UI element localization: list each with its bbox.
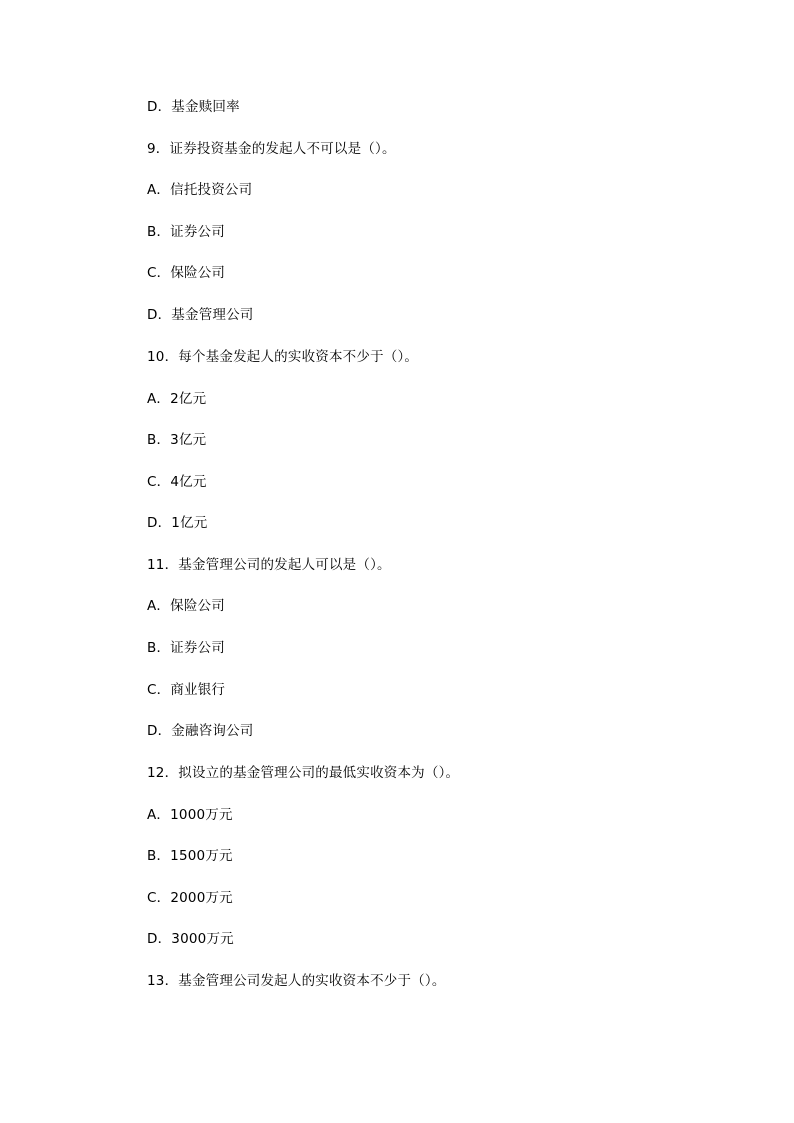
option-12c: C．2000万元: [147, 890, 233, 906]
option-9a: A．信托投资公司: [147, 182, 253, 198]
option-9d: D．基金管理公司: [147, 307, 254, 323]
option-10a: A．2亿元: [147, 391, 207, 407]
option-10c: C．4亿元: [147, 474, 207, 490]
option-9b: B．证券公司: [147, 224, 225, 240]
option-10b: B．3亿元: [147, 432, 207, 448]
option-11c: C．商业银行: [147, 682, 226, 698]
question-10: 10．每个基金发起人的实收资本不少于（）。: [147, 349, 419, 365]
option-11d: D．金融咨询公司: [147, 723, 254, 739]
option-10d: D．1亿元: [147, 515, 208, 531]
option-11b: B．证券公司: [147, 640, 225, 656]
question-9: 9．证券投资基金的发起人不可以是（）。: [147, 141, 396, 157]
option-12a: A．1000万元: [147, 807, 233, 823]
option-11a: A．保险公司: [147, 598, 225, 614]
option-8d: D．基金赎回率: [147, 99, 240, 115]
option-12d: D．3000万元: [147, 931, 234, 947]
option-9c: C．保险公司: [147, 265, 226, 281]
option-12b: B．1500万元: [147, 848, 233, 864]
question-12: 12．拟设立的基金管理公司的最低实收资本为（）。: [147, 765, 460, 781]
question-13: 13．基金管理公司发起人的实收资本不少于（）。: [147, 973, 446, 989]
question-11: 11．基金管理公司的发起人可以是（）。: [147, 557, 391, 573]
